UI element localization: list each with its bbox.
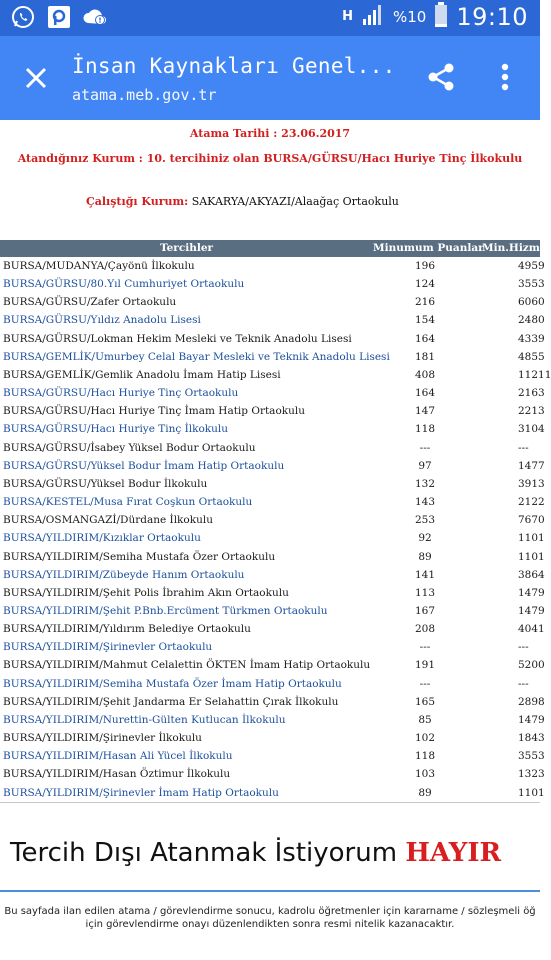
min-points-cell: 253 [414,514,436,527]
table-row [0,330,545,348]
min-service-cell: 4959 [518,260,545,272]
school-cell: BURSA/GÜRSU/İsabey Yüksel Bodur Ortaokulu [3,441,256,454]
table-row [0,293,545,311]
min-points-cell: 181 [414,350,436,363]
close-button[interactable] [18,60,54,96]
table-row [0,529,545,547]
close-icon [24,66,48,90]
min-points-cell: 216 [414,296,436,309]
school-cell: BURSA/YILDIRIM/Şehit P.Bnb.Ercüment Türkmen Ortaokulu [3,604,328,617]
network-type-label: H [342,9,353,24]
table-row [0,765,545,783]
min-points-cell: --- [419,441,431,454]
table-row [0,275,545,293]
min-service-cell: 6060 [518,296,545,309]
share-icon [426,62,456,92]
min-service-cell: --- [518,641,529,654]
min-points-cell: 408 [414,368,436,381]
min-points-cell: 154 [414,314,436,327]
table-row [0,475,545,493]
min-points-cell: 97 [418,459,432,472]
min-service-cell: 3913 [518,477,545,490]
table-header [0,240,551,257]
school-cell: BURSA/YILDIRIM/Hasan Öztimur İlkokulu [3,768,231,781]
school-cell: BURSA/YILDIRIM/Şirinevler İlkokulu [3,732,202,745]
table-row [0,384,545,402]
header-preferences: Tercihler [160,242,214,254]
min-service-cell: 4339 [518,332,545,345]
workplace-value: SAKARYA/AKYAZI/Alaağaç Ortaokulu [191,195,399,208]
table-row [0,584,545,602]
min-service-cell: 7670 [518,514,545,527]
school-cell: BURSA/GÜRSU/Zafer Ortaokulu [3,296,177,309]
school-cell: BURSA/GÜRSU/Yıldız Anadolu Lisesi [3,314,201,327]
table-row [0,656,545,674]
school-cell: BURSA/KESTEL/Musa Fırat Coşkun Ortaokulu [3,496,253,509]
min-service-cell: 1479 [518,713,545,726]
school-cell: BURSA/GÜRSU/Lokman Hekim Mesleki ve Teknik Anadolu Lisesi [3,332,352,345]
min-service-cell: 4855 [518,350,545,363]
min-points-cell: 113 [414,586,436,599]
min-service-cell: 1477 [518,459,545,472]
table-row [0,493,545,511]
min-service-cell: 5200 [518,659,545,672]
min-points-cell: 103 [414,768,436,781]
table-row [0,566,545,584]
min-points-cell: 147 [414,405,436,418]
header-min-points: Minumum Puanlar [373,242,484,254]
school-cell: BURSA/YILDIRIM/Nurettin-Gülten Kutlucan İlkokulu [3,713,286,726]
choice-answer: HAYIR [405,838,502,868]
table-row [0,638,540,656]
more-options-button[interactable] [492,60,518,94]
current-workplace [86,195,399,208]
table-row [0,439,540,457]
table-row [0,729,545,747]
more-vertical-icon [501,63,509,91]
table-row [0,602,545,620]
school-cell: BURSA/GÜRSU/Hacı Huriye Tinç İmam Hatip Ortaokulu [3,405,306,418]
min-service-cell: 2163 [518,387,545,400]
min-service-cell: 1101 [518,532,545,545]
table-body [0,257,551,803]
min-points-cell: 191 [414,659,436,672]
min-points-cell: 164 [414,387,436,400]
system-indicators [342,2,528,32]
min-service-cell: 1101 [518,786,545,799]
min-service-cell: 11211 [518,368,551,381]
table-row [0,348,545,366]
min-points-cell: --- [419,641,431,654]
min-points-cell: 102 [414,732,436,745]
min-points-cell: 92 [418,532,432,545]
footnote-line-2: için görevlendirme onayı düzenlendikten sonra resmi nitelik kazanacaktır. [85,919,455,930]
min-service-cell: --- [518,677,529,690]
min-service-cell: 3104 [518,423,545,436]
table-row [0,402,545,420]
notification-icons [10,4,108,30]
share-button[interactable] [424,60,458,94]
min-points-cell: 118 [414,750,436,763]
table-row [0,366,551,384]
min-points-cell: 164 [414,332,436,345]
school-cell: BURSA/GEMLİK/Gemlik Anadolu İmam Hatip Lisesi [3,368,281,381]
weather-icon [82,4,108,30]
min-service-cell: 1101 [518,550,545,563]
workplace-label: Çalıştığı Kurum: [86,195,189,208]
school-cell: BURSA/YILDIRIM/Kızıklar Ortaokulu [3,532,201,545]
assigned-institution: Atandığınız Kurum : 10. tercihiniz olan BURSA/GÜRSU/Hacı Huriye Tinç İlkokulu [17,152,523,165]
min-points-cell: 85 [418,713,432,726]
min-points-cell: 89 [418,786,432,799]
school-cell: BURSA/GÜRSU/80.Yıl Cumhuriyet Ortaokulu [3,278,245,291]
battery-icon [434,2,448,32]
status-bar [0,0,540,36]
table-row [0,457,545,475]
min-service-cell: 3864 [518,568,545,581]
table-row [0,747,545,765]
min-points-cell: --- [419,677,431,690]
min-service-cell: 2480 [518,314,545,327]
out-of-preference-choice [10,838,501,868]
min-service-cell: 3553 [518,278,545,291]
page-url: atama.meb.gov.tr [72,86,217,104]
min-points-cell: 208 [414,623,436,636]
min-points-cell: 118 [414,423,436,436]
school-cell: BURSA/GÜRSU/Yüksel Bodur İlkokulu [3,477,208,490]
table-row [0,311,545,329]
table-row [0,711,545,729]
min-service-cell: 2213 [518,405,545,418]
whatsapp-icon [10,4,36,30]
min-points-cell: 165 [414,695,436,708]
footnote-line-1: Bu sayfada ilan edilen atama / görevlendirme sonucu, kadrolu öğretmenler için kararname / sözleşmeli öğ [4,906,536,917]
school-cell: BURSA/GEMLİK/Umurbey Celal Bayar Mesleki ve Teknik Anadolu Lisesi [3,350,390,363]
choice-text: Tercih Dışı Atanmak İstiyorum [10,838,398,868]
table-row [0,511,545,529]
min-service-cell: 1323 [518,768,545,781]
min-service-cell: 2898 [518,695,545,708]
school-cell: BURSA/YILDIRIM/Semiha Mustafa Özer Ortaokulu [3,550,276,563]
min-service-cell: 3553 [518,750,545,763]
school-cell: BURSA/YILDIRIM/Mahmut Celalettin ÖKTEN İmam Hatip Ortaokulu [3,659,371,672]
min-points-cell: 141 [414,568,436,581]
min-points-cell: 196 [414,260,436,272]
min-points-cell: 167 [414,604,436,617]
min-service-cell: 1479 [518,586,545,599]
clock: 19:10 [456,3,528,31]
school-cell: BURSA/YILDIRIM/Şehit Polis İbrahim Akın Ortaokulu [3,586,289,599]
table-row [0,784,545,802]
school-cell: BURSA/YILDIRIM/Şehit Jandarma Er Selahattin Çırak İlkokulu [3,695,339,708]
assignment-date: Atama Tarihi : 23.06.2017 [189,127,351,140]
school-cell: BURSA/OSMANGAZİ/Dürdane İlkokulu [3,514,213,527]
table-row [0,675,540,693]
min-points-cell: 124 [414,278,436,291]
divider [0,890,540,892]
table-row [0,620,545,638]
school-cell: BURSA/YILDIRIM/Hasan Ali Yücel İlkokulu [3,750,233,763]
table-row [0,548,545,566]
table-row [0,693,545,711]
signal-icon [361,3,385,31]
min-service-cell: 2122 [518,496,545,509]
school-cell: BURSA/YILDIRIM/Şirinevler Ortaokulu [3,641,213,654]
header-min-service: Min.Hizmet [482,242,551,254]
page-title: İnsan Kaynakları Genel... [72,54,396,78]
min-points-cell: 132 [414,477,436,490]
min-points-cell: 89 [418,550,432,563]
footnote [0,905,540,931]
min-service-cell: 1479 [518,604,545,617]
min-service-cell: --- [518,441,529,454]
school-cell: BURSA/YILDIRIM/Yıldırım Belediye Ortaokulu [3,623,251,636]
school-cell: BURSA/GÜRSU/Yüksel Bodur İmam Hatip Ortaokulu [3,459,285,472]
school-cell: BURSA/MUDANYA/Çayönü İlkokulu [3,260,195,272]
preferences-table [0,240,551,803]
table-row [0,420,545,438]
school-cell: BURSA/GÜRSU/Hacı Huriye Tinç Ortaokulu [3,387,239,400]
min-service-cell: 1843 [518,732,545,745]
school-cell: BURSA/GÜRSU/Hacı Huriye Tinç İlkokulu [3,423,229,436]
min-points-cell: 143 [414,496,436,509]
school-cell: BURSA/YILDIRIM/Şirinevler İmam Hatip Ortaokulu [3,786,279,799]
school-cell: BURSA/YILDIRIM/Zübeyde Hanım Ortaokulu [3,568,245,581]
school-cell: BURSA/YILDIRIM/Semiha Mustafa Özer İmam Hatip Ortaokulu [3,677,342,690]
app-bar [0,36,540,120]
table-row [0,257,545,275]
min-service-cell: 4041 [518,623,545,636]
battery-percentage: %10 [392,8,427,26]
p-app-icon [46,4,72,30]
